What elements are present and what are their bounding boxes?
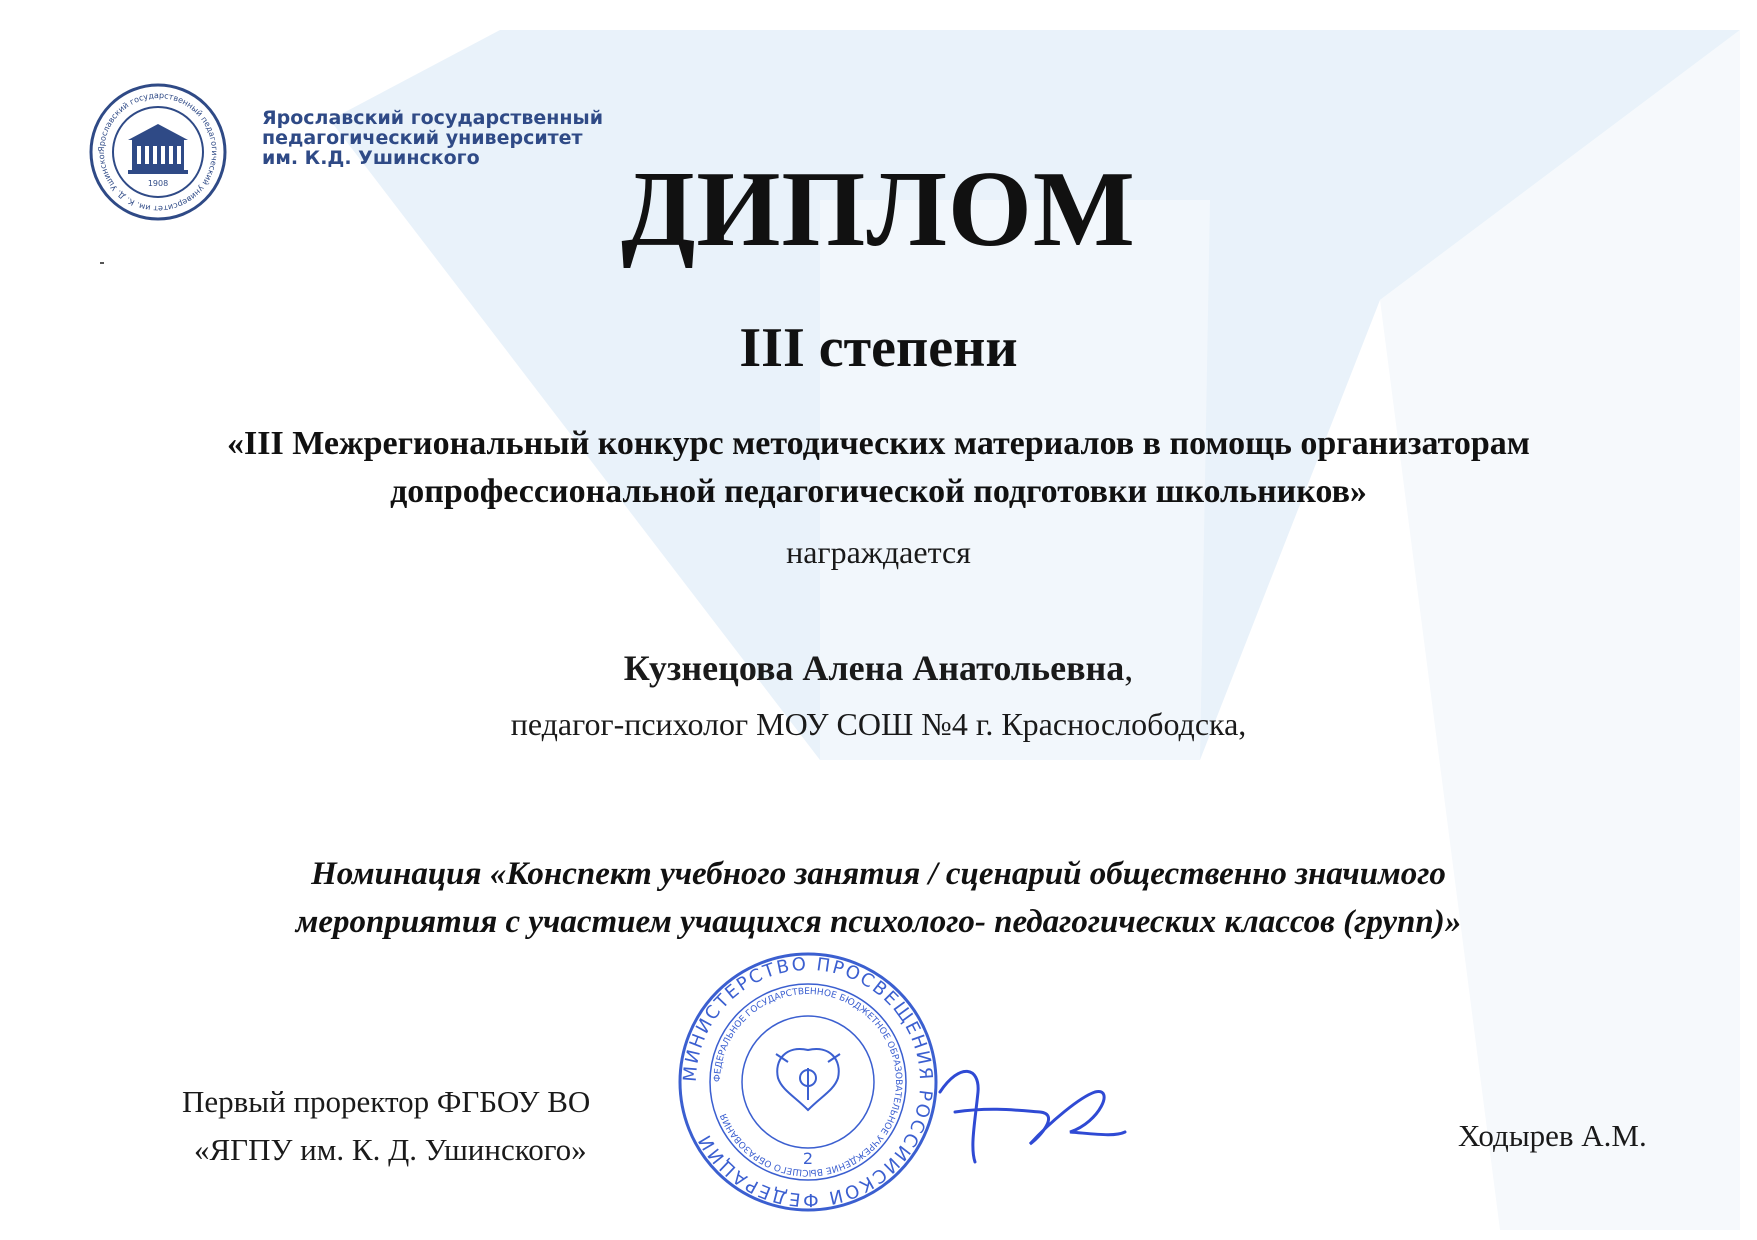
nomination (0, 850, 1757, 946)
signatory-name: Ходырев А.М. (1458, 1118, 1647, 1153)
university-name-line: педагогический университет (262, 127, 583, 149)
signature (920, 1052, 1130, 1172)
signatory-title-line: Первый проректор ФГБОУ ВО (182, 1084, 591, 1119)
university-name-line: Ярославский государственный (262, 107, 604, 129)
stamp-number: 2 (802, 1149, 814, 1168)
stamp-outer-text: МИНИСТЕРСТВО ПРОСВЕЩЕНИЯ РОССИЙСКОЙ ФЕДЕРАЦИИ (679, 953, 937, 1211)
nomination-line: Номинация «Конспект учебного занятия / сценарий общественно значимого (311, 856, 1446, 892)
diploma-degree: III степени (739, 317, 1018, 379)
seal-text: Ярославский государственный педагогический университет им. К. Д. Ушинског (96, 90, 220, 214)
contest-name-line: «III Межрегиональный конкурс методических материалов в помощь организаторам (227, 425, 1530, 462)
signatory-title (182, 1078, 590, 1174)
eagle-emblem-icon (776, 1049, 840, 1110)
recipient-name-comma: , (1124, 648, 1134, 688)
recipient-position: педагог-психолог МОУ СОШ №4 г. Краснослободска, (510, 706, 1247, 742)
nomination-line: мероприятия с участием учащихся психолого- педагогических классов (групп)» (295, 904, 1462, 940)
seal-year: 1908 (147, 179, 169, 188)
contest-name-line: допрофессиональной педагогической подготовки школьников» (390, 473, 1367, 510)
awarded-label: награждается (786, 534, 971, 570)
recipient-name: Кузнецова Алена Анатольевна (623, 648, 1125, 688)
contest-name (0, 420, 1757, 516)
signatory-title-line: «ЯГПУ им. К. Д. Ушинского» (194, 1132, 587, 1167)
university-name-line: им. К.Д. Ушинского (262, 147, 480, 169)
diploma-title: ДИПЛОМ (621, 150, 1136, 269)
recipient (0, 646, 1757, 690)
official-stamp (676, 950, 940, 1214)
stamp-inner-text: ФЕДЕРАЛЬНОЕ ГОСУДАРСТВЕННОЕ БЮДЖЕТНОЕ ОБРАЗОВАТЕЛЬНОЕ УЧРЕЖДЕНИЕ ВЫСШЕГО ОБРАЗОВАНИЯ (712, 986, 904, 1178)
